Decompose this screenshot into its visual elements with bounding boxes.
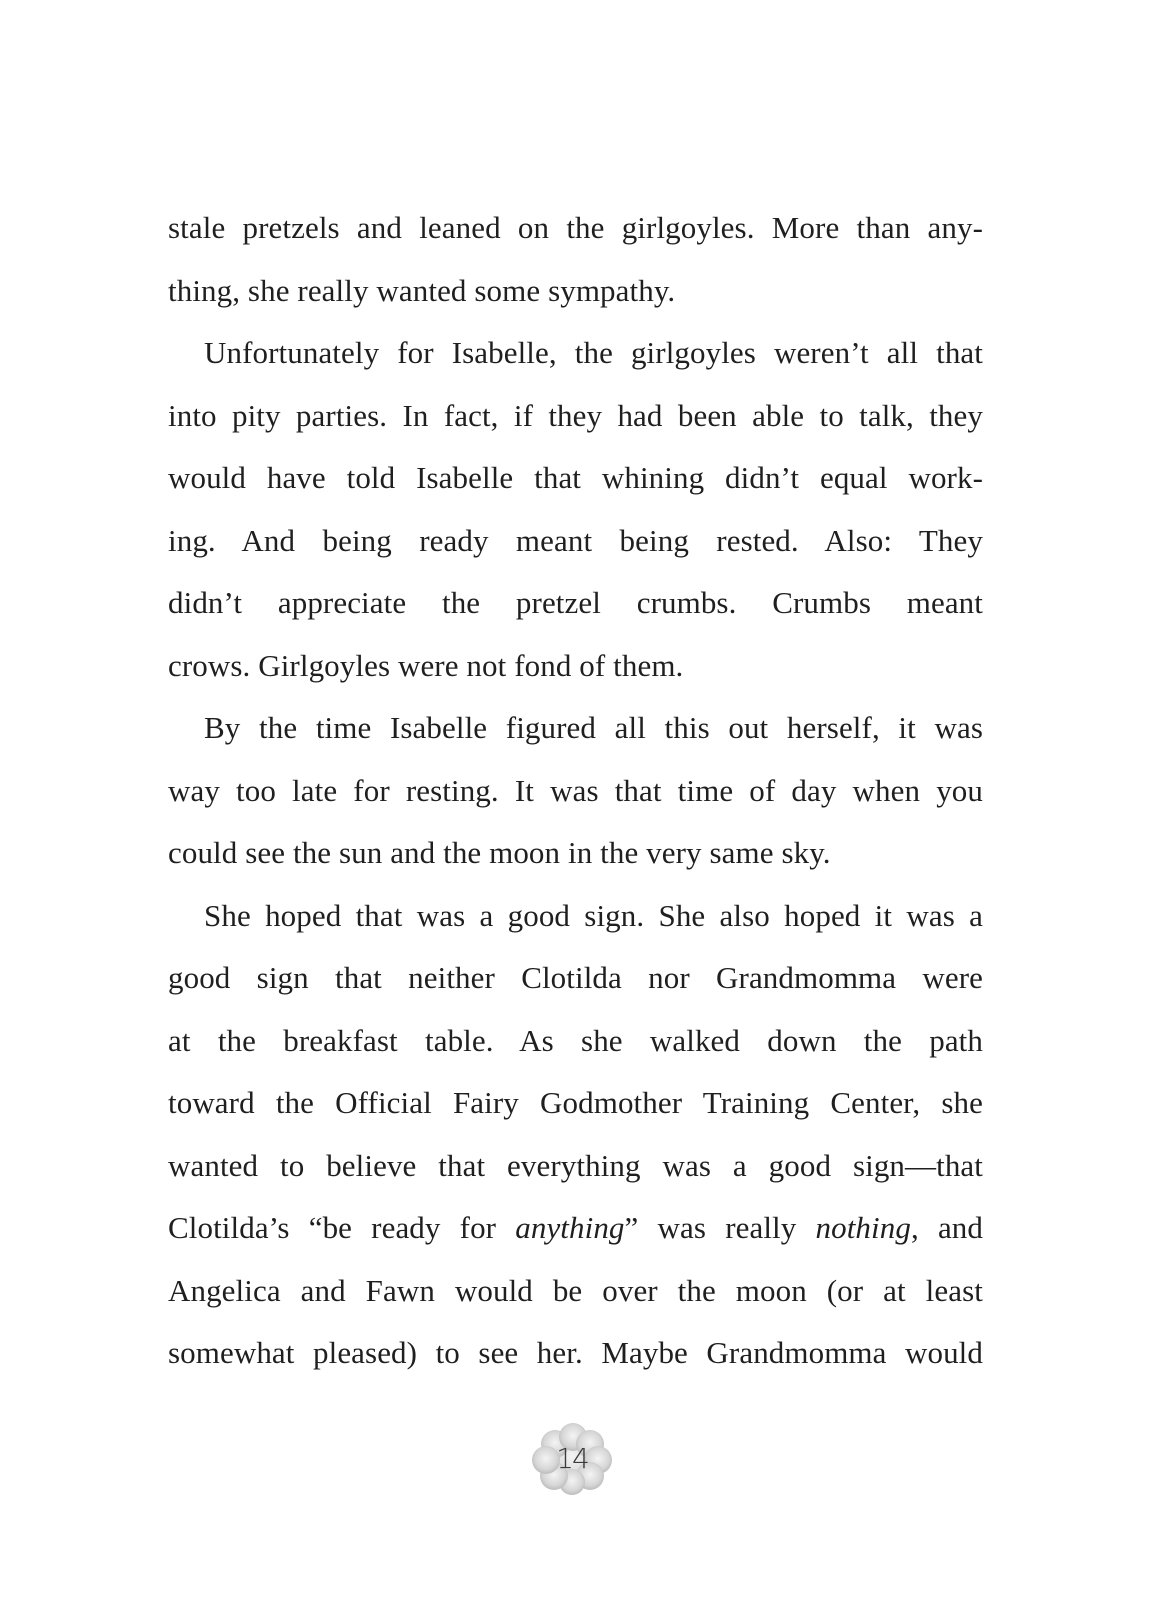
text-line: would have told Isabelle that whining didn’t equal work- <box>168 460 983 495</box>
emphasized-word: anything <box>515 1210 625 1245</box>
text-line: didn’t appreciate the pretzel crumbs. Crumbs meant <box>168 585 983 620</box>
text-line: thing, she really wanted some sympathy. <box>168 272 676 308</box>
text-line: way too late for resting. It was that time of day when you <box>168 772 983 808</box>
page-body-text <box>168 197 983 1385</box>
text-line: good sign that neither Clotilda nor Grandmomma were <box>168 960 983 995</box>
emphasized-word: nothing <box>815 1210 911 1245</box>
text-segment: , and <box>910 1210 984 1245</box>
text-line: toward the Official Fairy Godmother Training Center, she <box>168 1085 983 1120</box>
text-line: ing. And being ready meant being rested. Also: They <box>168 522 983 558</box>
text-line: somewhat pleased) to see her. Maybe Grandmomma would <box>168 1335 983 1370</box>
text-line: crows. Girlgoyles were not fond of them. <box>168 647 684 683</box>
text-line: at the breakfast table. As she walked down the path <box>168 1022 983 1058</box>
text-line: stale pretzels and leaned on the girlgoyles. More than any- <box>168 210 983 245</box>
text-line: into pity parties. In fact, if they had been able to talk, they <box>168 397 983 433</box>
text-line <box>168 1197 983 1260</box>
text-segment: Clotilda’s “be ready for <box>168 1210 516 1245</box>
page-number: 14 <box>556 1442 588 1475</box>
text-line: She hoped that was a good sign. She also hoped it was a <box>204 897 983 933</box>
text-line: Angelica and Fawn would be over the moon (or at least <box>168 1272 983 1308</box>
text-segment: ” was really <box>624 1210 816 1245</box>
text-line: By the time Isabelle figured all this out herself, it was <box>204 710 983 745</box>
text-line: could see the sun and the moon in the very same sky. <box>168 835 831 870</box>
text-line: Unfortunately for Isabelle, the girlgoyles weren’t all that <box>204 335 983 370</box>
page-number-badge <box>526 1421 618 1497</box>
text-line: wanted to believe that everything was a good sign—that <box>168 1147 983 1183</box>
